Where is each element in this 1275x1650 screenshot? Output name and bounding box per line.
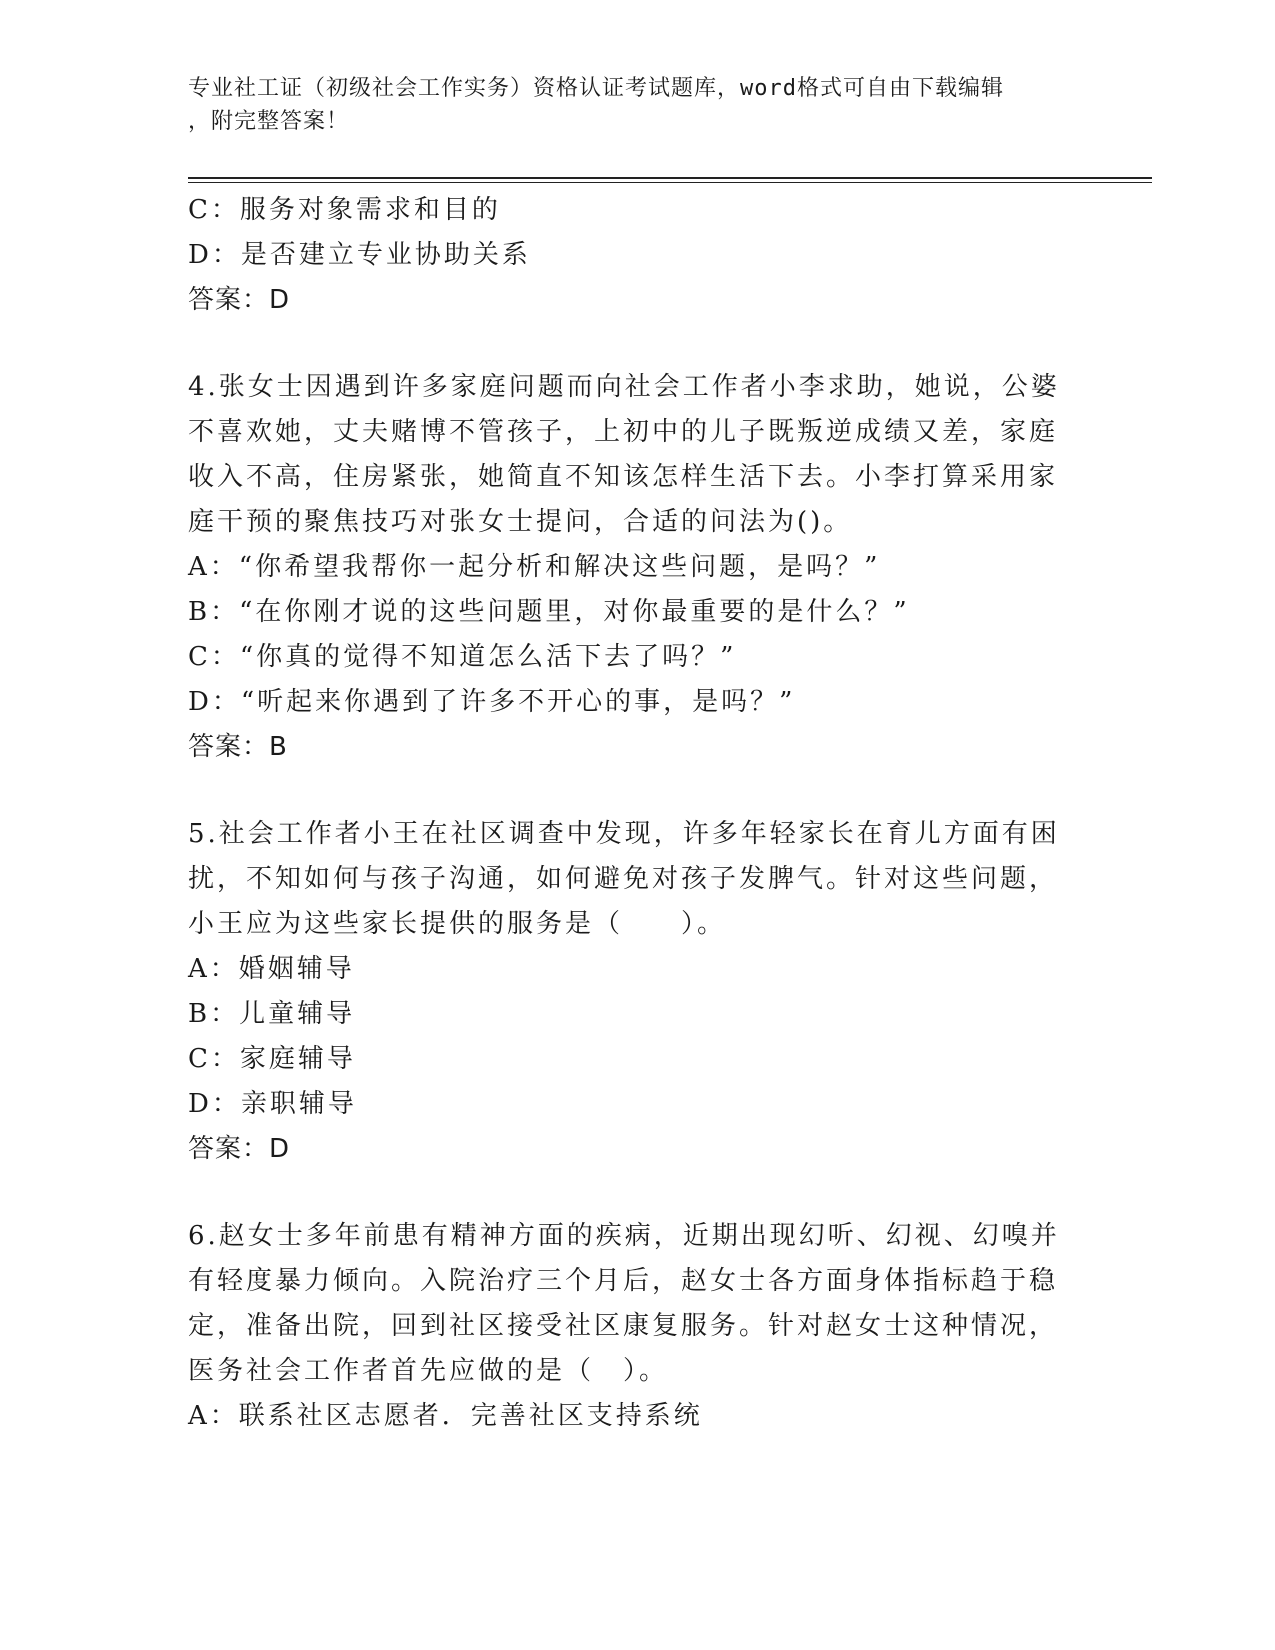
q3-option-c: C：服务对象需求和目的 [188, 195, 501, 225]
q4-stem-line: 收入不高，住房紧张，她简直不知该怎样生活下去。小李打算采用家 [188, 462, 1059, 492]
question-list [188, 188, 1068, 1439]
spacer [188, 770, 1068, 812]
header-divider-thick [188, 177, 1152, 179]
q6-option-a: A：联系社区志愿者．完善社区支持系统 [188, 1401, 703, 1431]
q5-stem-line: 5.社会工作者小王在社区调查中发现，许多年轻家长在育儿方面有困 [188, 819, 1060, 849]
spacer [188, 323, 1068, 365]
q6-stem-line: 有轻度暴力倾向。入院治疗三个月后，赵女士各方面身体指标趋于稳 [188, 1266, 1059, 1296]
q4-option-c: C：“你真的觉得不知道怎么活下去了吗？” [188, 642, 737, 672]
q5-answer: 答案：D [188, 1134, 291, 1164]
question-3 [188, 188, 1068, 323]
q5-stem-line: 扰，不知如何与孩子沟通，如何避免对孩子发脾气。针对这些问题， [188, 864, 1059, 894]
q6-stem-line: 定，准备出院，回到社区接受社区康复服务。针对赵女士这种情况， [188, 1311, 1059, 1341]
page-header [188, 72, 1088, 138]
header-divider-thin [188, 182, 1152, 183]
q3-option-d: D：是否建立专业协助关系 [188, 240, 531, 270]
q4-answer: 答案：B [188, 732, 288, 762]
q5-option-c: C：家庭辅导 [188, 1044, 356, 1074]
question-5 [188, 812, 1068, 1172]
question-6 [188, 1214, 1068, 1439]
q4-stem [188, 365, 1068, 545]
header-title-line-2: ，附完整答案！ [188, 109, 350, 134]
q5-option-a: A：婚姻辅导 [188, 954, 355, 984]
header-title-line-1: 专业社工证（初级社会工作实务）资格认证考试题库，word格式可自由下载编辑 [188, 76, 1004, 101]
question-4 [188, 365, 1068, 770]
q3-answer: 答案：D [188, 285, 291, 315]
q4-stem-line: 不喜欢她，丈夫赌博不管孩子，上初中的儿子既叛逆成绩又差，家庭 [188, 417, 1059, 447]
q4-option-d: D：“听起来你遇到了许多不开心的事，是吗？” [188, 687, 796, 717]
q5-option-b: B：儿童辅导 [188, 999, 356, 1029]
spacer [188, 1172, 1068, 1214]
q5-stem-line: 小王应为这些家长提供的服务是（ ）。 [188, 909, 727, 939]
q5-option-d: D：亲职辅导 [188, 1089, 357, 1119]
q4-stem-line: 4.张女士因遇到许多家庭问题而向社会工作者小李求助，她说，公婆 [188, 372, 1060, 402]
q6-stem-line: 医务社会工作者首先应做的是（ ）。 [188, 1356, 669, 1386]
q6-stem [188, 1214, 1068, 1394]
q4-stem-line: 庭干预的聚焦技巧对张女士提问，合适的问法为()。 [188, 507, 853, 537]
q4-option-a: A：“你希望我帮你一起分析和解决这些问题，是吗？” [188, 552, 881, 582]
q5-stem [188, 812, 1068, 947]
q6-stem-line: 6.赵女士多年前患有精神方面的疾病，近期出现幻听、幻视、幻嗅并 [188, 1221, 1060, 1251]
q4-option-b: B：“在你刚才说的这些问题里，对你最重要的是什么？” [188, 597, 910, 627]
